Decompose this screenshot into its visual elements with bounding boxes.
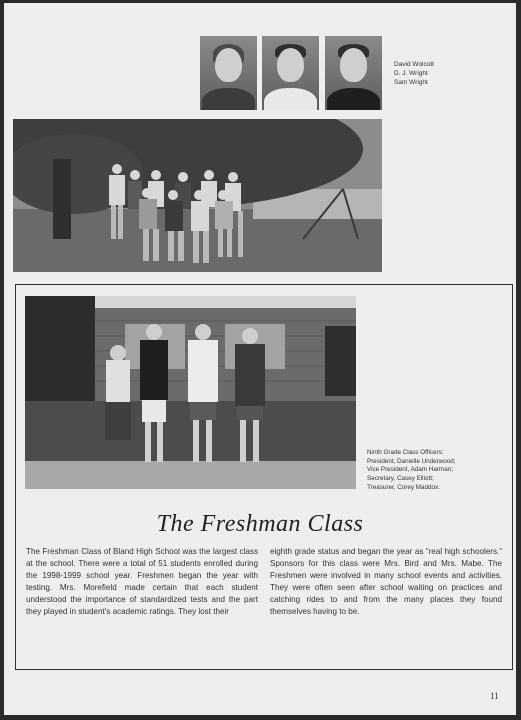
body-text-left: The Freshman Class of Bland High School was the largest class at the school. There were a total of 51 students enrolled during the 1998-1999 school year. Freshmen began the year with testing. Mrs. Morefield made certain that each student understood the importance of standardized tests and the part they played in student's academic ratings. They lost their bbox=[26, 547, 258, 616]
yearbook-page bbox=[4, 3, 516, 715]
portrait-photo bbox=[200, 36, 257, 110]
portrait-name: D. J. Wright bbox=[394, 70, 428, 77]
class-officers-photo bbox=[25, 296, 356, 489]
caption-line: President, Danielle Underwood; bbox=[367, 457, 456, 465]
portrait-name: David Wolcott bbox=[394, 61, 434, 68]
caption-line: Secretary, Casey Elliott; bbox=[367, 475, 434, 483]
caption-line: Vice President, Adam Harman; bbox=[367, 466, 453, 474]
portrait-photo bbox=[262, 36, 319, 110]
body-text-right: eighth grade status and began the year as “real high schoolers.” Sponsors for this class were Mrs. Bird and Mrs. Mabe. The Freshmen were involved in many school events and activities. They were often seen after school waiting on practices and catching rides to and from the many places they found themselves having to be. bbox=[270, 547, 502, 616]
section-title: The Freshman Class bbox=[156, 511, 364, 537]
page-number: 11 bbox=[490, 691, 499, 701]
portrait-photo bbox=[325, 36, 382, 110]
officers-caption bbox=[367, 449, 456, 493]
portrait-names bbox=[394, 60, 434, 87]
class-group-photo bbox=[13, 119, 382, 272]
group-photo-illustration bbox=[13, 119, 382, 272]
caption-line: Ninth Grade Class Officers: bbox=[367, 449, 444, 456]
portrait-name: Sam Wright bbox=[394, 79, 428, 86]
officers-photo-illustration bbox=[25, 296, 356, 489]
caption-line: Treasurer, Corey Maddox. bbox=[367, 483, 440, 491]
